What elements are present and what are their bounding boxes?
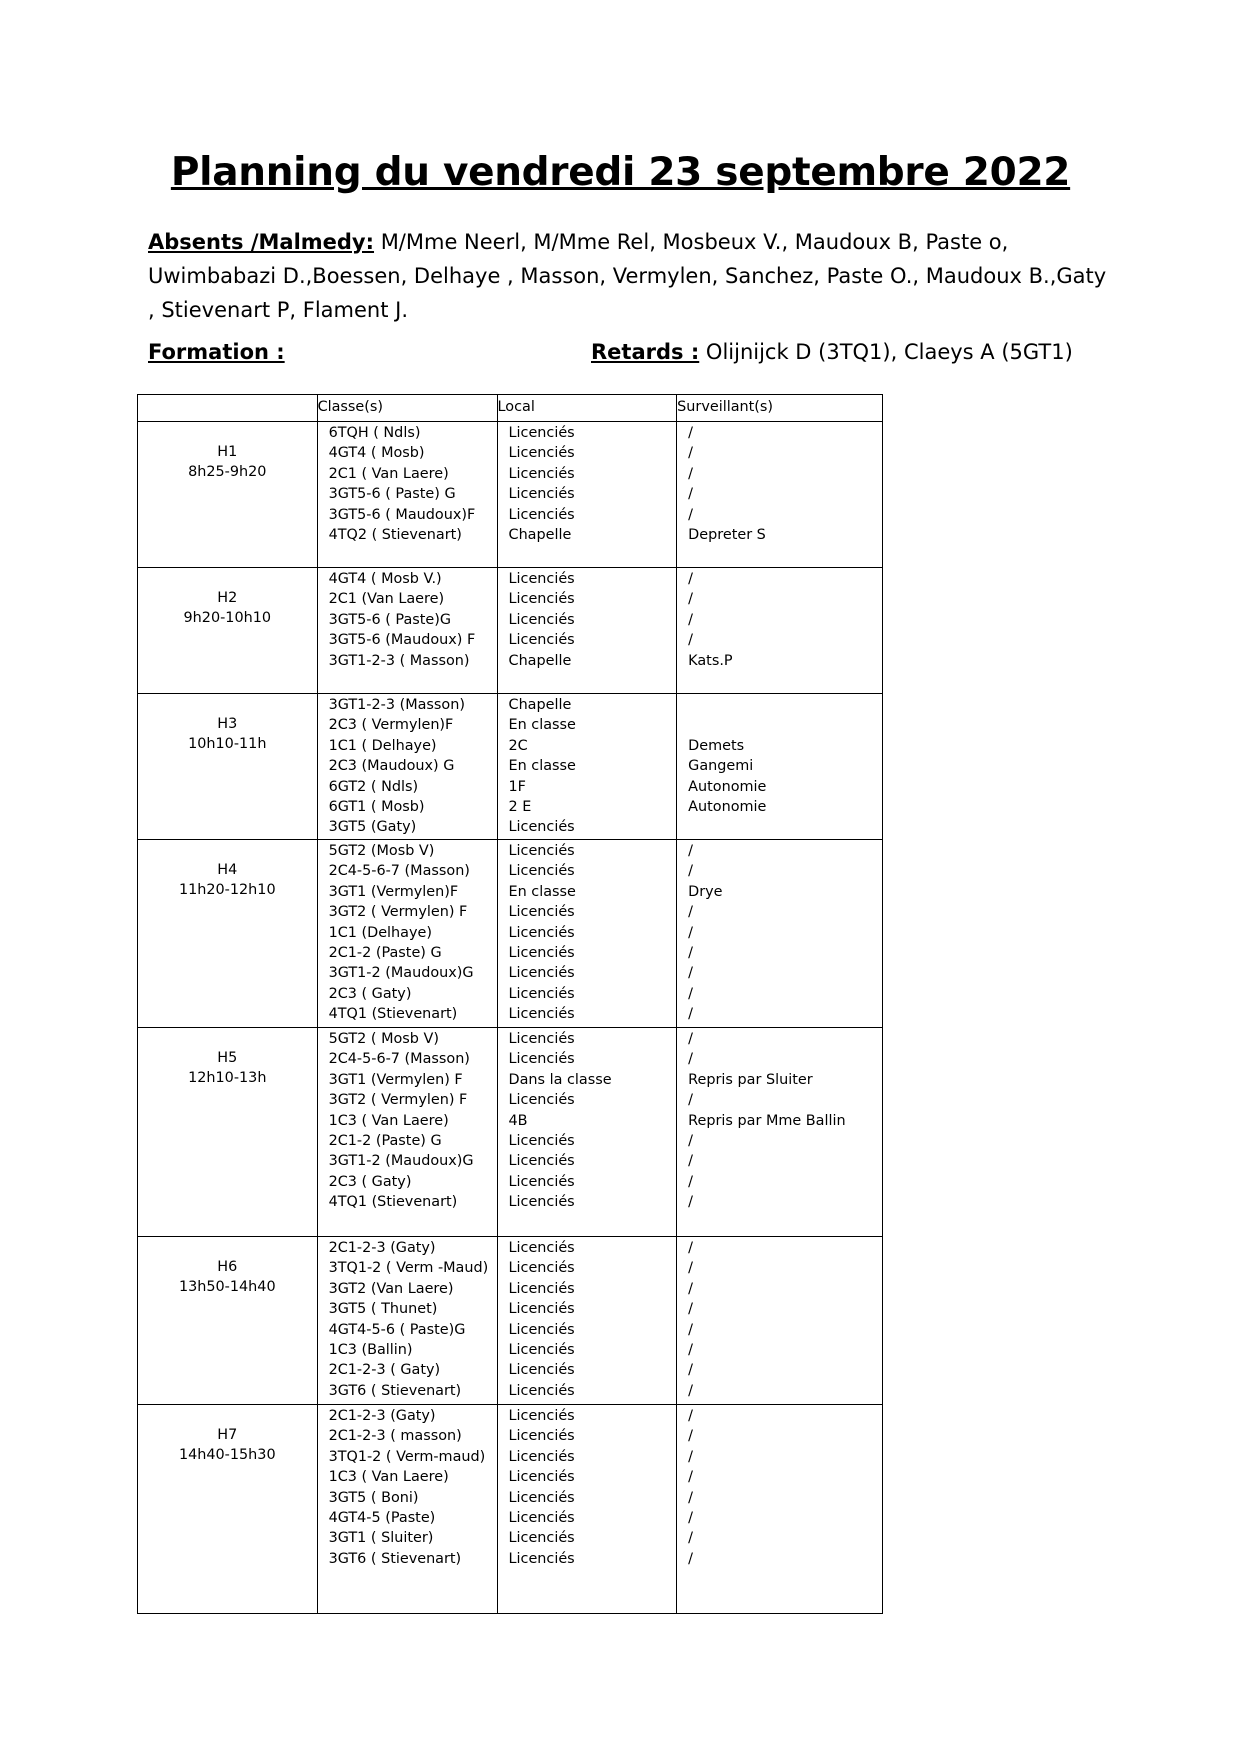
class-entry: 1C1 ( Delhaye) [328,737,437,754]
page-title: Planning du vendredi 23 septembre 2022 [170,150,1071,195]
local-entry: Licenciés [508,486,575,503]
table-row [138,1405,883,1614]
class-entry: 2C3 ( Gaty) [328,985,412,1002]
class-entry: 5GT2 ( Mosb V) [328,1031,439,1047]
local-entry: Licenciés [508,863,575,880]
hour-cell [138,568,318,694]
supervisor-entry: Drye [688,883,723,900]
local-entry: Licenciés [508,1133,575,1150]
time-range: 10h10-11h [188,736,267,753]
hour-label: H7 [217,1427,238,1443]
class-entry: 3GT1 (Vermylen) F [328,1071,463,1088]
class-entry: 2C1-2-3 ( Gaty) [328,1362,441,1379]
absents-paragraph [148,225,1108,327]
table-row [138,840,883,1028]
local-entry: Chapelle [508,527,572,544]
local-entry: Licenciés [508,819,575,836]
supervisor-entry: / [688,1153,694,1170]
local-entry: En classe [508,883,576,900]
formation-label: Formation : [148,340,285,364]
supervisor-entry: / [688,863,694,880]
schedule-table [137,394,883,1614]
supervisor-entry: / [688,1489,694,1506]
supervisor-cell [677,840,883,1028]
local-entry: Licenciés [508,1469,575,1486]
local-entry: Licenciés [508,1301,575,1318]
class-entry: 3GT2 (Van Laere) [328,1280,454,1297]
local-entry: Licenciés [508,1550,575,1567]
class-entry: 3GT5-6 ( Paste) G [328,486,456,503]
supervisor-entry: / [688,843,694,859]
table-row [138,1237,883,1405]
hour-cell [138,1028,318,1237]
class-entry: 3GT1-2 (Maudoux)G [328,1153,474,1170]
supervisor-entry: / [688,1031,694,1047]
supervisor-entry: / [688,1362,694,1379]
local-entry: Licenciés [508,1530,575,1547]
time-range: 8h25-9h20 [188,464,267,481]
class-entry: 6GT1 ( Mosb) [328,799,425,816]
class-entry: 5GT2 (Mosb V) [328,843,435,859]
table-row [138,422,883,568]
class-entry: 2C1 (Van Laere) [328,591,445,608]
supervisor-entry: / [688,425,694,441]
header-classes: Classe(s) [317,395,497,422]
local-cell [497,422,677,568]
supervisor-entry: Depreter S [688,527,766,544]
local-entry: Licenciés [508,465,575,482]
header-empty-cell [138,395,318,422]
supervisor-entry: / [688,611,694,628]
class-entry: 4TQ1 (Stievenart) [328,1006,458,1023]
supervisor-entry: / [688,1194,694,1211]
class-entry: 2C3 (Maudoux) G [328,758,455,775]
class-entry: 3GT1 ( Sluiter) [328,1530,434,1547]
supervisor-entry: / [688,506,694,523]
local-cell [497,1405,677,1614]
local-cell [497,840,677,1028]
classes-cell [317,1237,497,1405]
local-entry: Licenciés [508,1092,575,1109]
absents-list: M/Mme Neerl, M/Mme Rel, Mosbeux V., Maudoux B, Paste o, Uwimbabazi D.,Boessen, Delhaye , Masson, Vermylen, Sanchez, Paste O., Maudoux B.,Gaty , Stievenart P, Flament J. [148,230,1107,322]
local-entry: 1F [508,778,526,795]
class-entry: 4GT4-5 (Paste) [328,1510,436,1527]
local-entry: 4B [508,1112,528,1129]
class-entry: 1C3 ( Van Laere) [328,1112,449,1129]
retards-label: Retards : [591,340,700,364]
local-entry: Licenciés [508,1260,575,1277]
local-entry: Licenciés [508,965,575,982]
supervisor-entry: Repris par Mme Ballin [688,1112,846,1129]
local-entry: Licenciés [508,1006,575,1023]
class-entry: 2C3 ( Gaty) [328,1173,412,1190]
class-entry: 3TQ1-2 ( Verm -Maud) [328,1260,489,1277]
classes-cell [317,840,497,1028]
class-entry: 3GT5-6 ( Maudoux)F [328,506,476,523]
class-entry: 3GT6 ( Stievenart) [328,1382,462,1399]
local-cell [497,1237,677,1405]
local-entry: En classe [508,758,576,775]
header-local: Local [497,395,677,422]
class-entry: 4TQ1 (Stievenart) [328,1194,458,1211]
hour-cell [138,694,318,840]
local-entry: Licenciés [508,445,575,462]
local-cell [497,1028,677,1237]
supervisor-cell [677,694,883,840]
local-entry: Licenciés [508,1362,575,1379]
table-row [138,1028,883,1237]
class-entry: 3GT1 (Vermylen)F [328,883,459,900]
local-entry: Licenciés [508,1510,575,1527]
retards-section [591,340,1073,364]
class-entry: 3GT5 ( Boni) [328,1489,419,1506]
hour-label: H2 [217,590,238,606]
retards-list: Olijnijck D (3TQ1), Claeys A (5GT1) [699,340,1073,364]
class-entry: 3GT1-2 (Maudoux)G [328,965,474,982]
local-entry: Chapelle [508,697,572,713]
hour-label: H6 [217,1259,238,1275]
local-entry: Dans la classe [508,1071,612,1088]
hour-label: H3 [217,716,238,732]
class-entry: 6TQH ( Ndls) [328,425,421,441]
local-entry: Licenciés [508,904,575,921]
supervisor-entry: / [688,486,694,503]
class-entry: 2C1 ( Van Laere) [328,465,449,482]
classes-cell [317,568,497,694]
class-entry: 2C1-2-3 (Gaty) [328,1408,436,1424]
supervisor-entry: / [688,1301,694,1318]
class-entry: 1C3 (Ballin) [328,1342,413,1359]
table-header-row [138,395,883,422]
classes-cell [317,422,497,568]
table-row [138,694,883,840]
hour-label: H1 [217,444,238,460]
class-entry: 3GT5-6 (Maudoux) F [328,632,476,649]
time-range: 14h40-15h30 [178,1447,276,1464]
local-entry: Licenciés [508,1194,575,1211]
supervisor-cell [677,568,883,694]
local-entry: Licenciés [508,1031,575,1047]
local-entry: Licenciés [508,1382,575,1399]
supervisor-entry: / [688,571,694,587]
local-entry: Licenciés [508,985,575,1002]
local-entry: Licenciés [508,506,575,523]
classes-cell [317,694,497,840]
supervisor-entry: / [688,1382,694,1399]
local-entry: Licenciés [508,1240,575,1256]
supervisor-entry: Repris par Sluiter [688,1071,813,1088]
class-entry: 4GT4-5-6 ( Paste)G [328,1321,466,1338]
supervisor-entry: Demets [688,737,745,754]
supervisor-entry: / [688,1448,694,1465]
local-entry: Licenciés [508,1051,575,1068]
supervisor-entry: / [688,1510,694,1527]
local-entry: 2C [508,737,528,754]
local-entry: Licenciés [508,1173,575,1190]
class-entry: 3GT5-6 ( Paste)G [328,611,452,628]
class-entry: 4GT4 ( Mosb) [328,445,425,462]
supervisor-entry: / [688,1173,694,1190]
local-entry: Licenciés [508,611,575,628]
class-entry: 3GT5 (Gaty) [328,819,417,836]
time-range: 9h20-10h10 [183,610,272,627]
supervisor-entry: / [688,904,694,921]
supervisor-entry: / [688,1092,694,1109]
hour-cell [138,1237,318,1405]
supervisor-entry: / [688,1408,694,1424]
class-entry: 3GT1-2-3 ( Masson) [328,652,470,669]
time-range: 11h20-12h10 [178,882,276,899]
local-entry: Licenciés [508,1489,575,1506]
supervisor-entry: / [688,1469,694,1486]
class-entry: 2C1-2-3 ( masson) [328,1428,462,1445]
supervisor-entry [688,695,882,715]
class-entry: 2C1-2 (Paste) G [328,945,442,962]
local-entry: Licenciés [508,632,575,649]
supervisor-entry: / [688,1428,694,1445]
local-entry: Licenciés [508,1408,575,1424]
hour-label: H4 [217,862,238,878]
supervisor-entry: / [688,1240,694,1256]
class-entry: 3GT6 ( Stievenart) [328,1550,462,1567]
hour-cell [138,422,318,568]
classes-cell [317,1028,497,1237]
supervisor-entry [688,715,882,735]
class-entry: 2C1-2 (Paste) G [328,1133,442,1150]
local-entry: Licenciés [508,1153,575,1170]
supervisor-entry: / [688,945,694,962]
hour-cell [138,840,318,1028]
formation-section [148,340,285,364]
local-entry: Licenciés [508,945,575,962]
class-entry: 4GT4 ( Mosb V.) [328,571,442,587]
local-entry: 2 E [508,799,532,816]
classes-cell [317,1405,497,1614]
time-range: 13h50-14h40 [178,1279,276,1296]
supervisor-entry: / [688,1550,694,1567]
supervisor-entry: Autonomie [688,778,767,795]
hour-label: H5 [217,1050,238,1066]
class-entry: 3GT1-2-3 (Masson) [328,697,465,713]
hour-cell [138,1405,318,1614]
local-entry: Licenciés [508,425,575,441]
local-cell [497,694,677,840]
supervisor-entry: Kats.P [688,652,733,669]
time-range: 12h10-13h [188,1070,267,1087]
local-entry: Licenciés [508,924,575,941]
local-entry: Licenciés [508,571,575,587]
supervisor-entry: Autonomie [688,799,767,815]
class-entry: 2C4-5-6-7 (Masson) [328,863,470,880]
class-entry: 3GT2 ( Vermylen) F [328,1092,468,1109]
supervisor-entry: / [688,632,694,649]
supervisor-entry: / [688,1133,694,1150]
class-entry: 1C3 ( Van Laere) [328,1469,449,1486]
supervisor-entry: / [688,1530,694,1547]
supervisor-entry: / [688,1280,694,1297]
table-body [138,422,883,1614]
supervisor-entry: / [688,465,694,482]
supervisor-entry: / [688,924,694,941]
table-row [138,568,883,694]
local-entry: En classe [508,717,576,734]
class-entry: 6GT2 ( Ndls) [328,778,419,795]
class-entry: 3GT5 ( Thunet) [328,1301,438,1318]
class-entry: 3TQ1-2 ( Verm-maud) [328,1448,486,1465]
local-entry: Licenciés [508,1321,575,1338]
absents-label: Absents /Malmedy: [148,230,375,254]
supervisor-entry: Gangemi [688,758,754,775]
supervisor-entry: / [688,1342,694,1359]
supervisor-cell [677,422,883,568]
supervisor-entry: / [688,445,694,462]
local-entry: Chapelle [508,652,572,669]
supervisor-entry: / [688,1260,694,1277]
class-entry: 1C1 (Delhaye) [328,924,432,941]
supervisor-entry: / [688,591,694,608]
supervisor-entry: / [688,965,694,982]
supervisor-entry: / [688,1051,694,1068]
class-entry: 3GT2 ( Vermylen) F [328,904,468,921]
class-entry: 2C3 ( Vermylen)F [328,717,454,734]
local-entry: Licenciés [508,1342,575,1359]
local-cell [497,568,677,694]
supervisor-cell [677,1028,883,1237]
local-entry: Licenciés [508,591,575,608]
local-entry: Licenciés [508,1428,575,1445]
local-entry: Licenciés [508,1280,575,1297]
class-entry: 4TQ2 ( Stievenart) [328,527,462,544]
class-entry: 2C1-2-3 (Gaty) [328,1240,436,1256]
supervisor-cell [677,1237,883,1405]
supervisor-entry: / [688,985,694,1002]
supervisor-cell [677,1405,883,1614]
local-entry: Licenciés [508,843,575,859]
header-supervisor: Surveillant(s) [677,395,883,422]
supervisor-entry: / [688,1321,694,1338]
supervisor-entry: / [688,1006,694,1023]
supervisor-entry [688,817,882,837]
class-entry: 2C4-5-6-7 (Masson) [328,1051,470,1068]
local-entry: Licenciés [508,1448,575,1465]
